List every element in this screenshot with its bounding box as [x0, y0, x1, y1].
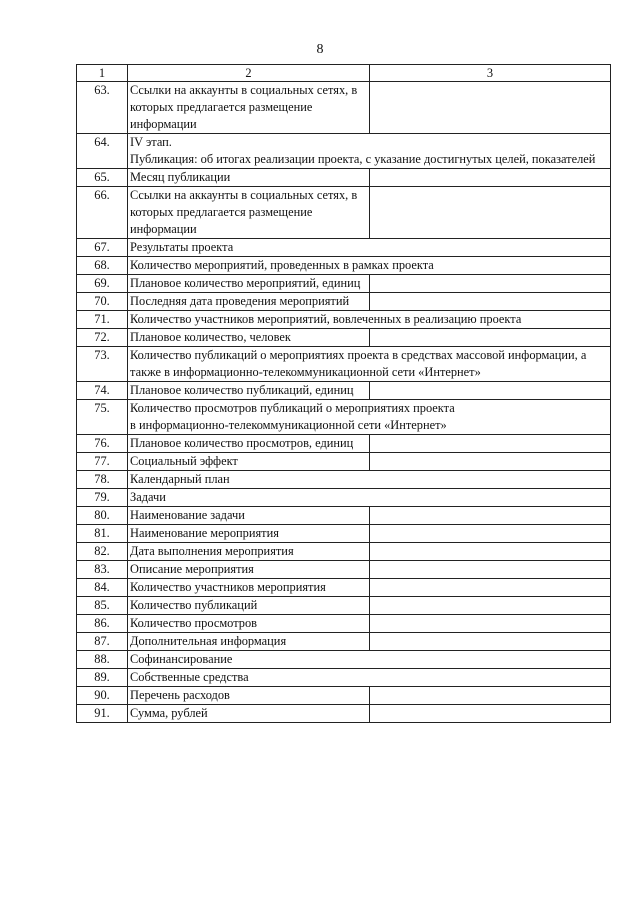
table-row — [77, 597, 611, 615]
row-value-field[interactable] — [370, 687, 611, 705]
row-number: 77. — [77, 453, 128, 471]
row-value-field[interactable] — [370, 615, 611, 633]
row-value-field[interactable] — [370, 329, 611, 347]
row-number: 65. — [77, 169, 128, 187]
application-form-table — [76, 64, 611, 723]
row-label: Плановое количество, человек — [128, 329, 370, 347]
row-label: Плановое количество публикаций, единиц — [128, 382, 370, 400]
table-row — [77, 453, 611, 471]
row-value-field[interactable] — [370, 435, 611, 453]
row-label: Количество участников мероприятий, вовлеченных в реализацию проекта — [128, 311, 611, 329]
row-label: Задачи — [128, 489, 611, 507]
row-number: 87. — [77, 633, 128, 651]
table-row — [77, 471, 611, 489]
table-row — [77, 633, 611, 651]
row-number: 89. — [77, 669, 128, 687]
row-label: Перечень расходов — [128, 687, 370, 705]
table-row — [77, 293, 611, 311]
row-label: Месяц публикации — [128, 169, 370, 187]
row-label: Дополнительная информация — [128, 633, 370, 651]
row-label: Количество просмотров — [128, 615, 370, 633]
table-row — [77, 311, 611, 329]
row-number: 79. — [77, 489, 128, 507]
row-number: 69. — [77, 275, 128, 293]
table-row — [77, 561, 611, 579]
row-value-field[interactable] — [370, 633, 611, 651]
row-number: 86. — [77, 615, 128, 633]
table-row — [77, 187, 611, 239]
row-number: 82. — [77, 543, 128, 561]
row-label: Плановое количество просмотров, единиц — [128, 435, 370, 453]
row-number: 66. — [77, 187, 128, 239]
row-label: Ссылки на аккаунты в социальных сетях, в которых предлагается размещение информации — [128, 187, 370, 239]
table-row — [77, 134, 611, 169]
row-number: 84. — [77, 579, 128, 597]
row-number: 76. — [77, 435, 128, 453]
row-number: 72. — [77, 329, 128, 347]
row-label: Социальный эффект — [128, 453, 370, 471]
row-number: 85. — [77, 597, 128, 615]
table-row — [77, 579, 611, 597]
row-number: 88. — [77, 651, 128, 669]
row-value-field[interactable] — [370, 275, 611, 293]
table-row — [77, 543, 611, 561]
column-header-1: 1 — [77, 65, 128, 82]
table-row — [77, 382, 611, 400]
column-header-2: 2 — [128, 65, 370, 82]
row-number: 68. — [77, 257, 128, 275]
row-value-field[interactable] — [370, 525, 611, 543]
page-number: 8 — [316, 42, 324, 57]
table-row — [77, 705, 611, 723]
row-number: 78. — [77, 471, 128, 489]
row-label: Количество просмотров публикаций о мероприятиях проекта в информационно-телекоммуникационной сети «Интернет» — [128, 400, 611, 435]
table-row — [77, 651, 611, 669]
row-number: 90. — [77, 687, 128, 705]
row-label: Календарный план — [128, 471, 611, 489]
table-row — [77, 615, 611, 633]
row-number: 73. — [77, 347, 128, 382]
row-value-field[interactable] — [370, 293, 611, 311]
row-label: Количество публикаций о мероприятиях проекта в средствах массовой информации, а также в информационно-телекоммуникационной сети «Интернет» — [128, 347, 611, 382]
row-value-field[interactable] — [370, 453, 611, 471]
table-row — [77, 239, 611, 257]
row-label: Ссылки на аккаунты в социальных сетях, в которых предлагается размещение информации — [128, 82, 370, 134]
row-label: Последняя дата проведения мероприятий — [128, 293, 370, 311]
row-label: IV этап. Публикация: об итогах реализации проекта, с указание достигнутых целей, показателей — [128, 134, 611, 169]
row-label: Количество участников мероприятия — [128, 579, 370, 597]
row-label: Наименование задачи — [128, 507, 370, 525]
table-row — [77, 347, 611, 382]
table-row — [77, 669, 611, 687]
table-row — [77, 435, 611, 453]
row-value-field[interactable] — [370, 597, 611, 615]
row-number: 80. — [77, 507, 128, 525]
row-number: 64. — [77, 134, 128, 169]
column-header-3: 3 — [370, 65, 611, 82]
table-body — [77, 82, 611, 723]
table-header-row — [77, 65, 611, 82]
table-row — [77, 169, 611, 187]
row-number: 91. — [77, 705, 128, 723]
row-value-field[interactable] — [370, 507, 611, 525]
row-label: Плановое количество мероприятий, единиц — [128, 275, 370, 293]
table-row — [77, 82, 611, 134]
row-label: Собственные средства — [128, 669, 611, 687]
row-label: Дата выполнения мероприятия — [128, 543, 370, 561]
row-value-field[interactable] — [370, 543, 611, 561]
row-number: 67. — [77, 239, 128, 257]
row-number: 81. — [77, 525, 128, 543]
row-value-field[interactable] — [370, 169, 611, 187]
table-row — [77, 489, 611, 507]
row-value-field[interactable] — [370, 579, 611, 597]
table-row — [77, 400, 611, 435]
row-label: Наименование мероприятия — [128, 525, 370, 543]
table-row — [77, 275, 611, 293]
row-number: 75. — [77, 400, 128, 435]
row-value-field[interactable] — [370, 82, 611, 134]
row-number: 63. — [77, 82, 128, 134]
row-label: Результаты проекта — [128, 239, 611, 257]
row-label: Количество публикаций — [128, 597, 370, 615]
row-number: 74. — [77, 382, 128, 400]
row-label: Сумма, рублей — [128, 705, 370, 723]
row-number: 71. — [77, 311, 128, 329]
row-number: 70. — [77, 293, 128, 311]
table-row — [77, 329, 611, 347]
row-number: 83. — [77, 561, 128, 579]
table-row — [77, 257, 611, 275]
row-value-field[interactable] — [370, 705, 611, 723]
row-label: Софинансирование — [128, 651, 611, 669]
row-label: Количество мероприятий, проведенных в рамках проекта — [128, 257, 611, 275]
table-row — [77, 687, 611, 705]
table-row — [77, 525, 611, 543]
row-label: Описание мероприятия — [128, 561, 370, 579]
table-row — [77, 507, 611, 525]
row-value-field[interactable] — [370, 561, 611, 579]
row-value-field[interactable] — [370, 187, 611, 239]
row-value-field[interactable] — [370, 382, 611, 400]
